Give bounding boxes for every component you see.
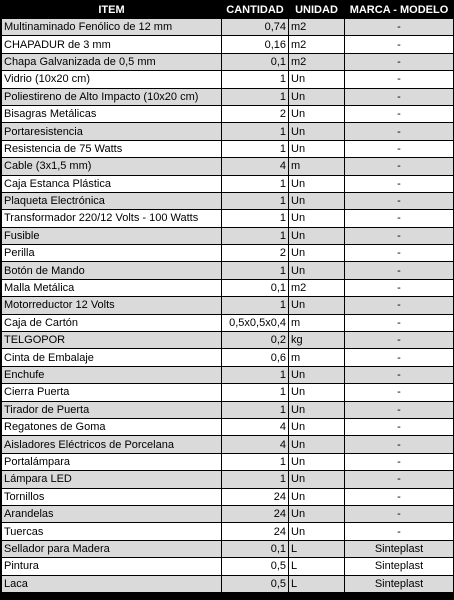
cell-quantity: 1: [222, 71, 289, 88]
table-row: [2, 523, 454, 540]
cell-unit: Un: [289, 210, 345, 227]
cell-brand: -: [345, 436, 454, 453]
cell-brand: -: [345, 19, 454, 36]
cell-item: Portaresistencia: [2, 123, 222, 140]
cell-item: Caja de Cartón: [2, 314, 222, 331]
cell-item: Botón de Mando: [2, 262, 222, 279]
cell-quantity: 1: [222, 192, 289, 209]
cell-item: Cable (3x1,5 mm): [2, 158, 222, 175]
cell-unit: L: [289, 575, 345, 592]
cell-unit: L: [289, 540, 345, 557]
cell-quantity: 1: [222, 123, 289, 140]
cell-item: TELGOPOR: [2, 332, 222, 349]
cell-quantity: 24: [222, 505, 289, 522]
cell-unit: Un: [289, 192, 345, 209]
cell-unit: Un: [289, 453, 345, 470]
cell-item: Enchufe: [2, 366, 222, 383]
cell-brand: -: [345, 140, 454, 157]
cell-brand: -: [345, 53, 454, 70]
cell-quantity: 1: [222, 210, 289, 227]
cell-item: Chapa Galvanizada de 0,5 mm: [2, 53, 222, 70]
table-row: [2, 453, 454, 470]
cell-unit: Un: [289, 88, 345, 105]
cell-quantity: 4: [222, 418, 289, 435]
cell-unit: Un: [289, 175, 345, 192]
table-row: [2, 558, 454, 575]
cell-brand: -: [345, 366, 454, 383]
cell-quantity: 1: [222, 471, 289, 488]
table-row: [2, 262, 454, 279]
cell-item: Bisagras Metálicas: [2, 105, 222, 122]
cell-unit: Un: [289, 418, 345, 435]
cell-unit: Un: [289, 245, 345, 262]
cell-item: Malla Metálica: [2, 279, 222, 296]
cell-brand: -: [345, 262, 454, 279]
table-row: [2, 505, 454, 522]
cell-brand: -: [345, 332, 454, 349]
cell-item: Tuercas: [2, 523, 222, 540]
cell-brand: -: [345, 36, 454, 53]
table-row: [2, 123, 454, 140]
cell-unit: m: [289, 349, 345, 366]
cell-unit: Un: [289, 227, 345, 244]
cell-quantity: 1: [222, 175, 289, 192]
table-row: [2, 19, 454, 36]
cell-unit: Un: [289, 366, 345, 383]
cell-brand: -: [345, 105, 454, 122]
table-row: [2, 210, 454, 227]
cell-quantity: 0,5: [222, 575, 289, 592]
cell-brand: -: [345, 523, 454, 540]
table-row: [2, 105, 454, 122]
cell-item: Portalámpara: [2, 453, 222, 470]
cell-brand: -: [345, 227, 454, 244]
cell-quantity: 24: [222, 523, 289, 540]
cell-quantity: 1: [222, 227, 289, 244]
cell-quantity: 0,6: [222, 349, 289, 366]
table-row: [2, 158, 454, 175]
cell-item: Arandelas: [2, 505, 222, 522]
cell-quantity: 0,5x0,5x0,4: [222, 314, 289, 331]
table-row: [2, 314, 454, 331]
header-row: [2, 1, 454, 19]
table-row: [2, 71, 454, 88]
header-unit: UNIDAD: [289, 1, 345, 19]
table-row: [2, 349, 454, 366]
cell-brand: -: [345, 158, 454, 175]
cell-item: Transformador 220/12 Volts - 100 Watts: [2, 210, 222, 227]
cell-item: Motorreductor 12 Volts: [2, 297, 222, 314]
cell-unit: Un: [289, 123, 345, 140]
cell-item: Sellador para Madera: [2, 540, 222, 557]
table-row: [2, 540, 454, 557]
cell-quantity: 2: [222, 105, 289, 122]
cell-item: CHAPADUR de 3 mm: [2, 36, 222, 53]
cell-unit: m2: [289, 53, 345, 70]
cell-brand: -: [345, 349, 454, 366]
cell-item: Laca: [2, 575, 222, 592]
cell-brand: -: [345, 88, 454, 105]
cell-item: Tornillos: [2, 488, 222, 505]
table-row: [2, 245, 454, 262]
cell-quantity: 1: [222, 453, 289, 470]
cell-brand: -: [345, 210, 454, 227]
cell-quantity: 1: [222, 140, 289, 157]
cell-quantity: 4: [222, 436, 289, 453]
cell-quantity: 1: [222, 384, 289, 401]
cell-brand: -: [345, 123, 454, 140]
cell-item: Lámpara LED: [2, 471, 222, 488]
cell-item: Caja Estanca Plástica: [2, 175, 222, 192]
cell-quantity: 1: [222, 366, 289, 383]
cell-item: Plaqueta Electrónica: [2, 192, 222, 209]
table-body: [2, 19, 454, 593]
cell-quantity: 4: [222, 158, 289, 175]
table-row: [2, 401, 454, 418]
header-brand: MARCA - MODELO: [345, 1, 454, 19]
cell-brand: Sinteplast: [345, 575, 454, 592]
cell-item: Perilla: [2, 245, 222, 262]
cell-unit: Un: [289, 297, 345, 314]
cell-quantity: 0,74: [222, 19, 289, 36]
cell-unit: kg: [289, 332, 345, 349]
cell-item: Vidrio (10x20 cm): [2, 71, 222, 88]
table-row: [2, 140, 454, 157]
table-row: [2, 88, 454, 105]
cell-brand: -: [345, 384, 454, 401]
table-row: [2, 418, 454, 435]
cell-quantity: 0,16: [222, 36, 289, 53]
cell-brand: -: [345, 297, 454, 314]
table-row: [2, 332, 454, 349]
cell-quantity: 2: [222, 245, 289, 262]
table-row: [2, 488, 454, 505]
table-row: [2, 36, 454, 53]
cell-unit: Un: [289, 523, 345, 540]
cell-brand: -: [345, 453, 454, 470]
cell-quantity: 0,1: [222, 540, 289, 557]
cell-quantity: 24: [222, 488, 289, 505]
table-row: [2, 279, 454, 296]
cell-item: Pintura: [2, 558, 222, 575]
cell-item: Cierra Puerta: [2, 384, 222, 401]
materials-table: [1, 0, 454, 593]
cell-item: Tirador de Puerta: [2, 401, 222, 418]
cell-brand: -: [345, 175, 454, 192]
cell-quantity: 0,1: [222, 279, 289, 296]
cell-item: Poliestireno de Alto Impacto (10x20 cm): [2, 88, 222, 105]
cell-quantity: 1: [222, 262, 289, 279]
cell-quantity: 0,1: [222, 53, 289, 70]
header-item: ITEM: [2, 1, 222, 19]
table-row: [2, 384, 454, 401]
cell-brand: -: [345, 401, 454, 418]
header-quantity: CANTIDAD: [222, 1, 289, 19]
cell-brand: -: [345, 71, 454, 88]
cell-quantity: 1: [222, 401, 289, 418]
cell-item: Regatones de Goma: [2, 418, 222, 435]
table-row: [2, 297, 454, 314]
cell-quantity: 1: [222, 88, 289, 105]
table-row: [2, 53, 454, 70]
cell-unit: Un: [289, 140, 345, 157]
cell-unit: m2: [289, 19, 345, 36]
cell-brand: Sinteplast: [345, 540, 454, 557]
cell-brand: -: [345, 245, 454, 262]
cell-item: Aisladores Eléctricos de Porcelana: [2, 436, 222, 453]
table-row: [2, 366, 454, 383]
cell-quantity: 1: [222, 297, 289, 314]
cell-quantity: 0,2: [222, 332, 289, 349]
cell-unit: m: [289, 158, 345, 175]
table-row: [2, 436, 454, 453]
table-row: [2, 227, 454, 244]
cell-item: Fusible: [2, 227, 222, 244]
cell-brand: -: [345, 488, 454, 505]
table-row: [2, 575, 454, 592]
cell-unit: m: [289, 314, 345, 331]
cell-unit: m2: [289, 36, 345, 53]
cell-brand: -: [345, 314, 454, 331]
cell-item: Resistencia de 75 Watts: [2, 140, 222, 157]
table-row: [2, 192, 454, 209]
cell-brand: -: [345, 279, 454, 296]
cell-brand: -: [345, 471, 454, 488]
cell-unit: Un: [289, 488, 345, 505]
table-row: [2, 471, 454, 488]
cell-unit: Un: [289, 401, 345, 418]
cell-unit: Un: [289, 384, 345, 401]
cell-unit: m2: [289, 279, 345, 296]
cell-item: Cinta de Embalaje: [2, 349, 222, 366]
cell-unit: Un: [289, 505, 345, 522]
cell-brand: -: [345, 505, 454, 522]
table-row: [2, 175, 454, 192]
cell-brand: -: [345, 418, 454, 435]
cell-brand: Sinteplast: [345, 558, 454, 575]
cell-item: Multinaminado Fenólico de 12 mm: [2, 19, 222, 36]
cell-unit: Un: [289, 471, 345, 488]
cell-unit: Un: [289, 262, 345, 279]
cell-brand: -: [345, 192, 454, 209]
cell-unit: Un: [289, 105, 345, 122]
cell-unit: Un: [289, 71, 345, 88]
cell-quantity: 0,5: [222, 558, 289, 575]
cell-unit: L: [289, 558, 345, 575]
cell-unit: Un: [289, 436, 345, 453]
